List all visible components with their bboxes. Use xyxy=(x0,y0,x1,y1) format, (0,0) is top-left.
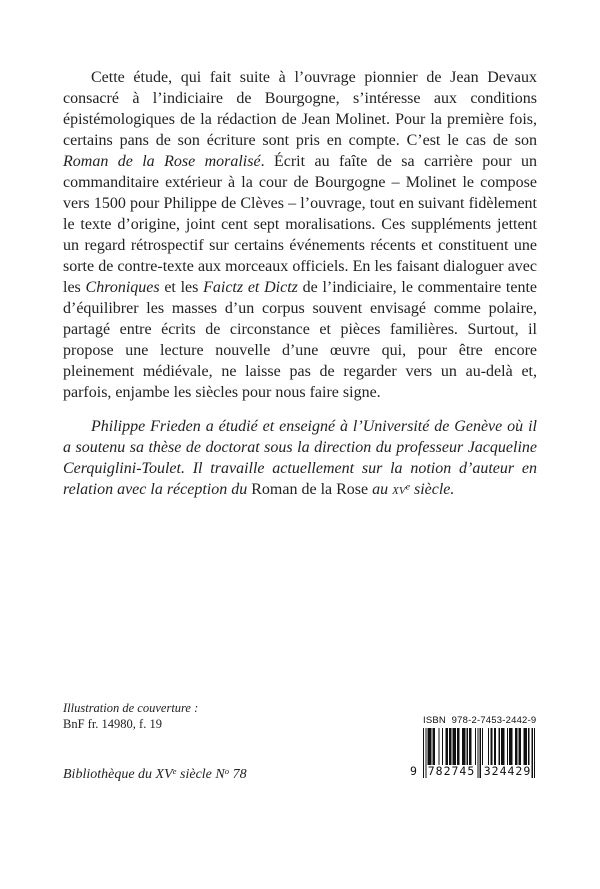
series-century-numeral: XV xyxy=(155,767,173,782)
isbn-barcode xyxy=(410,716,536,778)
ean-digits-right-group: 324429 xyxy=(483,764,532,778)
century-numeral: xv xyxy=(392,481,406,498)
series-title xyxy=(63,767,247,783)
series-text: siècle N xyxy=(176,767,225,782)
ean-lead-digit: 9 xyxy=(410,764,418,778)
cover-illustration-credit xyxy=(63,701,198,732)
bio-text: siècle. xyxy=(409,481,455,498)
series-century-superscript: e xyxy=(172,766,177,777)
isbn-number-label: ISBN 978-2-7453-2442-9 xyxy=(423,715,537,726)
bio-text: au xyxy=(368,481,393,498)
ean13-barcode-graphic xyxy=(410,728,536,778)
credit-reference: BnF fr. 14980, f. 19 xyxy=(63,716,162,731)
work-title-chroniques: Chroniques xyxy=(85,279,160,296)
work-title-roman-de-la-rose-moralise: Roman de la Rose moralisé xyxy=(63,153,261,170)
century-ordinal-superscript: e xyxy=(405,481,410,493)
back-cover-text xyxy=(63,67,537,500)
ean-digits-left-group: 782745 xyxy=(427,764,476,778)
work-title-roman-de-la-rose: Roman de la Rose xyxy=(251,481,369,498)
author-bio-paragraph xyxy=(63,416,537,500)
credit-label: Illustration de couverture : xyxy=(63,701,199,715)
bio-text: Philippe Frieden a étudié et enseigné à l’Université de Genève où il a soutenu sa thèse de doctorat sous la direction du professeur Jacqueline Cerquiglini-Toulet. Il travaille actuellement sur la notion d’auteur en relation avec la réception du xyxy=(63,418,537,498)
series-text: Bibliothèque du xyxy=(63,767,156,782)
blurb-text: de l’indiciaire, le commentaire tente d’équilibrer les masses d’un corpus souvent envisagé comme polaire, partagé entre écrits de circonstance et pièces familières. Surtout, il propose une lecture nouvelle d’une œuvre qui, pour être encore pleinement médiévale, ne laisse pas de regarder vers un au-delà et, parfois, enjambe les siècles pour nous faire signe. xyxy=(63,279,537,401)
blurb-paragraph xyxy=(63,67,537,403)
blurb-text: et les xyxy=(159,279,204,296)
blurb-text: . Écrit au faîte de sa carrière pour un commanditaire extérieur à la cour de Bourgogne – Molinet le compose vers 1500 pour Philippe de Clèves – l’ouvrage, tout en suivant fidèlement le texte d’origine, joint cent sept moralisations. Ces suppléments jettent un regard rétrospectif sur certains événements récents et constituent une sorte de contre-texte aux morceaux officiels. En les faisant dialoguer avec les xyxy=(63,153,537,296)
blurb-text: Cette étude, qui fait suite à l’ouvrage pionnier de Jean Devaux consacré à l’indiciaire de Bourgogne, s’intéresse aux conditions épistémologiques de la rédaction de Jean Molinet. Pour la première fois, certains pans de son écriture sont pris en compte. C’est le cas de son xyxy=(63,69,537,149)
work-title-faictz-et-dictz: Faictz et Dictz xyxy=(203,279,298,296)
series-number-superscript: o xyxy=(224,766,230,777)
series-text: 78 xyxy=(229,767,247,782)
